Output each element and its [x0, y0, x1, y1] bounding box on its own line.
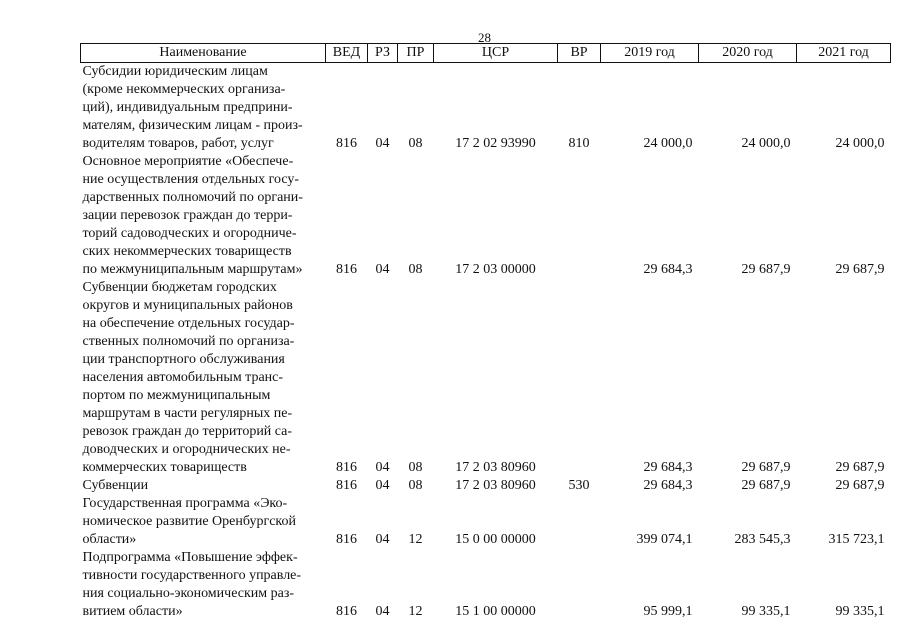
row-csr: 17 2 03 80960 — [455, 478, 536, 493]
header-csr: ЦСР — [434, 44, 558, 63]
row-2021: 315 723,1 — [828, 532, 885, 547]
row-2020: 29 687,9 — [741, 262, 791, 277]
row-pr: 08 — [408, 136, 423, 151]
row-vr — [558, 153, 601, 279]
table-row — [81, 549, 891, 621]
row-2021: 99 335,1 — [835, 604, 885, 619]
row-2019: 399 074,1 — [636, 532, 693, 547]
table-header — [81, 44, 891, 63]
row-2021: 24 000,0 — [835, 136, 885, 151]
row-2020: 29 687,9 — [741, 478, 791, 493]
row-ved: 816 — [336, 136, 357, 151]
row-rz: 04 — [375, 532, 390, 547]
row-name: Субвенции бюджетам городских округов и муниципальных районов на обеспечение отдельных государ- ственных полномочий по организа- ции транспортного обслуживания населения автомобильным транс- портом по межмуниципальным маршрутам в части регулярных пе- ревозок граждан до территорий са- доводческих и огороднических не- коммерческих товариществ — [82, 280, 295, 475]
row-2021: 29 687,9 — [835, 262, 885, 277]
row-rz: 04 — [375, 460, 390, 475]
row-2021: 29 687,9 — [835, 460, 885, 475]
row-name: Подпрограмма «Повышение эффек- тивности государственного управле- ния социально-экономическим раз- витием области» — [82, 550, 302, 619]
table-body — [81, 63, 891, 622]
row-ved: 816 — [336, 262, 357, 277]
row-2019: 29 684,3 — [643, 460, 693, 475]
header-2019: 2019 год — [601, 44, 699, 63]
header-row — [81, 44, 891, 63]
table-row — [81, 63, 891, 154]
row-2019: 95 999,1 — [643, 604, 693, 619]
row-csr: 15 0 00 00000 — [455, 532, 536, 547]
row-ved: 816 — [336, 478, 357, 493]
row-2019: 29 684,3 — [643, 478, 693, 493]
row-vr — [558, 495, 601, 549]
table-row — [81, 279, 891, 477]
row-csr: 17 2 03 80960 — [455, 460, 536, 475]
row-csr: 15 1 00 00000 — [455, 604, 536, 619]
row-vr: 810 — [568, 136, 590, 151]
row-ved: 816 — [336, 460, 357, 475]
header-pr: ПР — [398, 44, 434, 63]
page-number: 28 — [478, 30, 491, 45]
table-row — [81, 153, 891, 279]
table-row — [81, 477, 891, 495]
row-vr: 530 — [568, 478, 590, 493]
row-csr: 17 2 03 00000 — [455, 262, 536, 277]
row-2020: 283 545,3 — [734, 532, 791, 547]
header-2021: 2021 год — [797, 44, 891, 63]
row-csr: 17 2 02 93990 — [455, 136, 536, 151]
table-row — [81, 495, 891, 549]
row-pr: 12 — [408, 604, 423, 619]
row-pr: 12 — [408, 532, 423, 547]
row-pr: 08 — [408, 460, 423, 475]
header-rz: РЗ — [368, 44, 398, 63]
row-2021: 29 687,9 — [835, 478, 885, 493]
row-name: Основное мероприятие «Обеспече- ние осуществления отдельных госу- дарственных полномочий по органи- зации перевозок граждан до терри- торий садоводческих и огородниче- ских некоммерческих товариществ по межмуниципальным маршрутам» — [82, 154, 303, 277]
header-name: Наименование — [81, 44, 326, 63]
row-rz: 04 — [375, 604, 390, 619]
row-name: Субсидии юридическим лицам (кроме некоммерческих организа- ций), индивидуальным предприни- мателям, физическим лицам - произ- водителям товаров, работ, услуг — [82, 64, 303, 151]
row-rz: 04 — [375, 262, 390, 277]
row-2020: 29 687,9 — [741, 460, 791, 475]
row-2020: 24 000,0 — [741, 136, 791, 151]
header-vr: ВР — [558, 44, 601, 63]
row-ved: 816 — [336, 604, 357, 619]
row-2019: 29 684,3 — [643, 262, 693, 277]
row-vr — [558, 549, 601, 621]
row-vr — [558, 279, 601, 477]
row-pr: 08 — [408, 478, 423, 493]
budget-table — [80, 43, 891, 621]
row-pr: 08 — [408, 262, 423, 277]
row-2019: 24 000,0 — [643, 136, 693, 151]
row-rz: 04 — [375, 478, 390, 493]
row-rz: 04 — [375, 136, 390, 151]
header-2020: 2020 год — [699, 44, 797, 63]
row-ved: 816 — [336, 532, 357, 547]
row-name: Субвенции — [82, 478, 149, 493]
row-name: Государственная программа «Эко- номическое развитие Оренбургской области» — [82, 496, 296, 547]
row-2020: 99 335,1 — [741, 604, 791, 619]
header-ved: ВЕД — [326, 44, 368, 63]
